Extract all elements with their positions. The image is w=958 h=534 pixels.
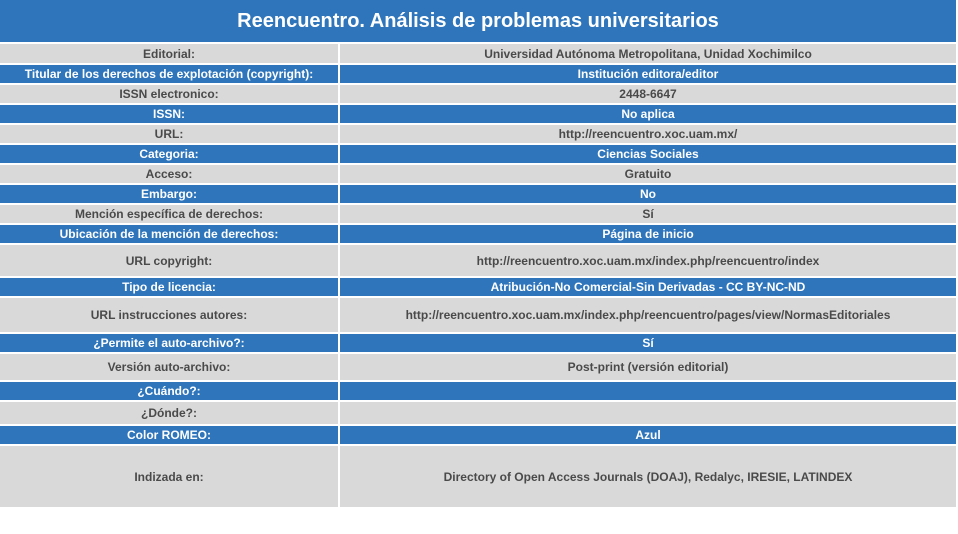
table-row (0, 204, 956, 224)
row-value-rights-mention: Sí (339, 204, 956, 224)
journal-info-table (0, 44, 956, 509)
table-row (0, 44, 956, 64)
table-row (0, 277, 956, 297)
row-value-author-instructions: http://reencuentro.xoc.uam.mx/index.php/reencuentro/pages/view/NormasEditoriales (339, 297, 956, 333)
row-label-author-instructions: URL instrucciones autores: (0, 297, 339, 333)
table-row (0, 144, 956, 164)
table-row (0, 124, 956, 144)
table-row (0, 401, 956, 425)
row-label-issn: ISSN: (0, 104, 339, 124)
row-label-indexed-in: Indizada en: (0, 445, 339, 508)
row-value-when (339, 381, 956, 401)
table-row (0, 353, 956, 381)
row-value-where (339, 401, 956, 425)
row-label-rights-location: Ubicación de la mención de derechos: (0, 224, 339, 244)
table-row (0, 381, 956, 401)
table-row (0, 104, 956, 124)
row-value-category: Ciencias Sociales (339, 144, 956, 164)
row-label-issn-electronic: ISSN electronico: (0, 84, 339, 104)
table-row (0, 64, 956, 84)
row-value-copyright-holder: Institución editora/editor (339, 64, 956, 84)
page-title: Reencuentro. Análisis de problemas universitarios (0, 0, 956, 44)
row-label-access: Acceso: (0, 164, 339, 184)
table-row (0, 297, 956, 333)
row-label-category: Categoria: (0, 144, 339, 164)
row-label-where: ¿Dónde?: (0, 401, 339, 425)
row-value-license-type: Atribución-No Comercial-Sin Derivadas - CC BY-NC-ND (339, 277, 956, 297)
table-row (0, 184, 956, 204)
table-row (0, 425, 956, 445)
row-label-when: ¿Cuándo?: (0, 381, 339, 401)
row-value-editorial: Universidad Autónoma Metropolitana, Unidad Xochimilco (339, 44, 956, 64)
row-label-url: URL: (0, 124, 339, 144)
table-row (0, 84, 956, 104)
row-label-url-copyright: URL copyright: (0, 244, 339, 277)
row-value-issn-electronic: 2448-6647 (339, 84, 956, 104)
row-label-romeo-color: Color ROMEO: (0, 425, 339, 445)
row-label-self-archive-version: Versión auto-archivo: (0, 353, 339, 381)
row-value-self-archive: Sí (339, 333, 956, 353)
row-value-access: Gratuito (339, 164, 956, 184)
table-row (0, 224, 956, 244)
row-value-self-archive-version: Post-print (versión editorial) (339, 353, 956, 381)
row-value-embargo: No (339, 184, 956, 204)
row-value-rights-location: Página de inicio (339, 224, 956, 244)
table-row (0, 244, 956, 277)
row-label-embargo: Embargo: (0, 184, 339, 204)
table-row (0, 333, 956, 353)
row-label-editorial: Editorial: (0, 44, 339, 64)
table-row (0, 164, 956, 184)
row-label-copyright-holder: Titular de los derechos de explotación (copyright): (0, 64, 339, 84)
row-value-url-copyright: http://reencuentro.xoc.uam.mx/index.php/reencuentro/index (339, 244, 956, 277)
row-value-romeo-color: Azul (339, 425, 956, 445)
table-row (0, 445, 956, 508)
row-label-license-type: Tipo de licencia: (0, 277, 339, 297)
row-value-issn: No aplica (339, 104, 956, 124)
row-label-self-archive: ¿Permite el auto-archivo?: (0, 333, 339, 353)
row-label-rights-mention: Mención específica de derechos: (0, 204, 339, 224)
row-value-indexed-in: Directory of Open Access Journals (DOAJ), Redalyc, IRESIE, LATINDEX (339, 445, 956, 508)
row-value-url: http://reencuentro.xoc.uam.mx/ (339, 124, 956, 144)
